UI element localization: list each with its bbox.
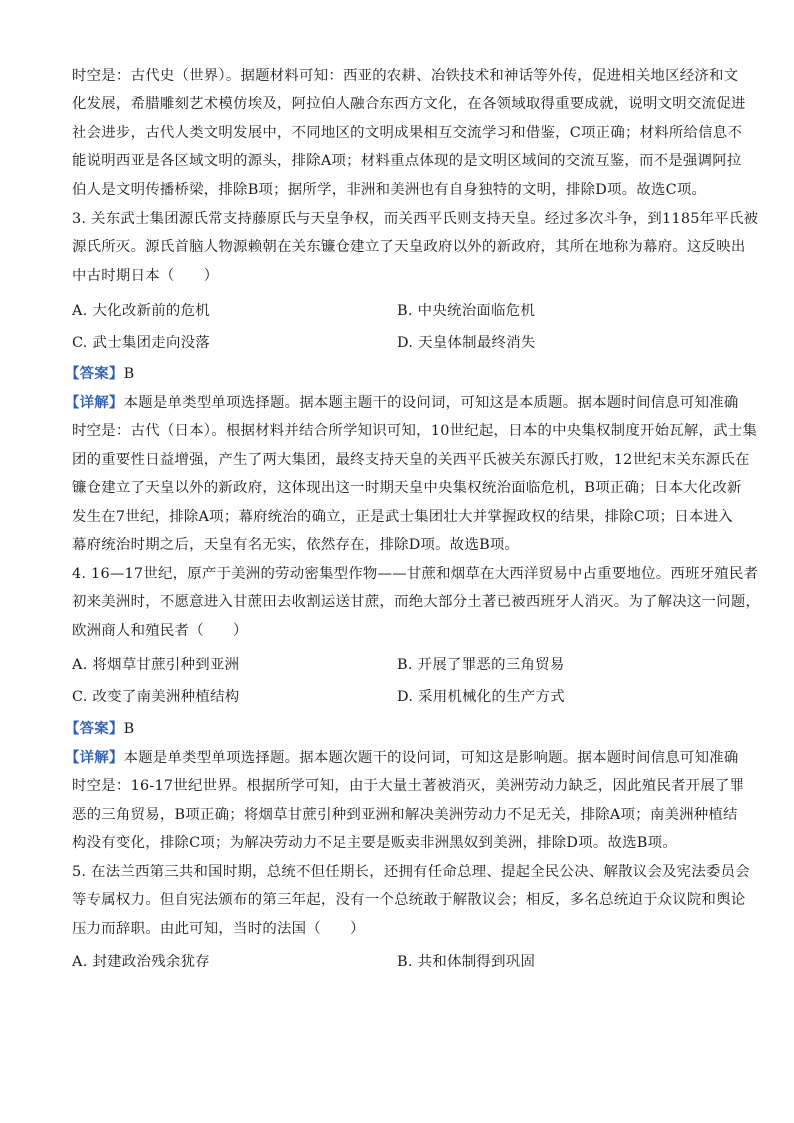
question-5-stem: 等专属权力。但自宪法颁布的第三年起，没有一个总统敢于解散议会；相反，多名总统迫于众议院和舆论 [72, 892, 746, 908]
detail-text: 本题是单类型单项选择题。据本题主题干的设问词，可知这是本质题。据本题时间信息可知准确 [123, 395, 739, 411]
question-3-detail [65, 393, 739, 413]
question-5-stem: 压力而辞职。由此可知，当时的法国（ ） [72, 921, 365, 937]
answer-tag: 【答案】 [65, 365, 124, 382]
question-4-option-b: B. 开展了罪恶的三角贸易 [397, 657, 565, 673]
question-4-detail: 构没有变化，排除C项；为解决劳动力不足主要是贩卖非洲黑奴到美洲，排除D项。故选B项。 [72, 835, 677, 851]
answer-value: B [123, 721, 135, 737]
detail-text: 本题是单类型单项选择题。据本题次题干的设问词，可知这是影响题。据本题时间信息可知准确 [123, 750, 739, 766]
question-4-detail: 时空是：16-17世纪世界。根据所学可知，由于大量土著被消灭，美洲劳动力缺乏，因此殖民者开展了罪 [72, 778, 745, 794]
question-4-option-d: D. 采用机械化的生产方式 [397, 689, 565, 705]
question-3-stem: 源氏所灭。源氏首脑人物源赖朝在关东镰仓建立了天皇政府以外的新政府，其所在地称为幕府。这反映出 [72, 239, 746, 255]
text-line: 能说明西亚是各区域文明的源头，排除A项；材料重点体现的是文明区域间的交流互鉴，而不是强调阿拉 [72, 153, 742, 169]
question-3-detail: 幕府统治时期之后，天皇有名无实，依然存在，排除D项。故选B项。 [72, 537, 520, 553]
question-3-answer [65, 364, 725, 384]
answer-value: B [123, 366, 135, 382]
question-4-stem: 初来美洲时，不愿意进入甘蔗田去收割运送甘蔗，而绝大部分土著已被西班牙人消灭。为了解决这一问题， [72, 594, 761, 610]
text-line: 伯人是文明传播桥梁，排除B项；据所学，非洲和美洲也有自身独特的文明，排除D项。故选C项。 [72, 182, 707, 198]
question-3-detail: 镰仓建立了天皇以外的新政府，这体现出这一时期天皇中央集权统治面临危机，B项正确；日本大化改新 [72, 480, 742, 496]
question-4-stem: 4. 16—17世纪，原产于美洲的劳动密集型作物——甘蔗和烟草在大西洋贸易中占重要地位。西班牙殖民者 [72, 566, 759, 582]
question-3-option-c: C. 武士集团走向没落 [72, 335, 211, 351]
question-5-option-a: A. 封建政治残余犹存 [72, 954, 210, 970]
question-3-option-a: A. 大化改新前的危机 [72, 303, 210, 319]
detail-tag: 【详解】 [65, 394, 124, 411]
question-3-option-d: D. 天皇体制最终消失 [397, 335, 536, 351]
question-3-option-b: B. 中央统治面临危机 [397, 303, 536, 319]
question-3-detail: 时空是：古代（日本）。根据材料并结合所学知识可知，10世纪起，日本的中央集权制度开始瓦解，武士集 [72, 423, 758, 439]
question-3-detail: 团的重要性日益增强，产生了两大集团，最终支持天皇的关西平氏被关东源氏打败，12世纪末关东源氏在 [72, 452, 750, 468]
question-5-option-b: B. 共和体制得到巩固 [397, 954, 536, 970]
question-3-stem: 中古时期日本（ ） [72, 268, 219, 284]
question-4-detail: 恶的三角贸易，B项正确；将烟草甘蔗引种到亚洲和解决美洲劳动力不足无关，排除A项；南美洲种植结 [72, 807, 738, 823]
question-4-detail [65, 748, 739, 768]
question-5-stem: 5. 在法兰西第三共和国时期，总统不但任期长，还拥有任命总理、提起全民公决、解散议会及宪法委员会 [72, 864, 750, 880]
question-3-detail: 发生在7世纪，排除A项；幕府统治的确立，正是武士集团壮大并掌握政权的结果，排除C项；日本进入 [72, 509, 733, 525]
detail-tag: 【详解】 [65, 749, 124, 766]
text-line: 时空是：古代史（世界）。据题材料可知：西亚的农耕、冶铁技术和神话等外传，促进相关地区经济和文 [72, 68, 739, 84]
answer-tag: 【答案】 [65, 720, 124, 737]
question-4-option-c: C. 改变了南美洲种植结构 [72, 689, 240, 705]
text-line: 化发展，希腊雕刻艺术模仿埃及，阿拉伯人融合东西方文化，在各领域取得重要成就，说明文明交流促进 [72, 96, 746, 112]
question-3-stem: 3. 关东武士集团源氏常支持藤原氏与天皇争权，而关西平氏则支持天皇。经过多次斗争，到1185年平氏被 [72, 211, 759, 227]
question-4-answer [65, 719, 725, 739]
text-line: 社会进步，古代人类文明发展中，不同地区的文明成果相互交流学习和借鉴，C项正确；材料所给信息不 [72, 125, 743, 141]
question-4-option-a: A. 将烟草甘蔗引种到亚洲 [72, 657, 240, 673]
question-4-stem: 欧洲商人和殖民者（ ） [72, 623, 248, 639]
